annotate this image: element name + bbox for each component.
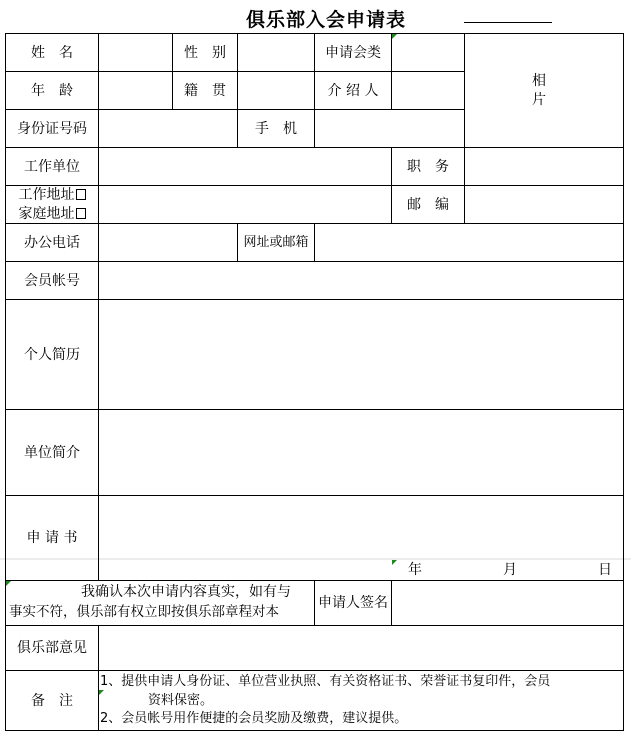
label-hometown: 籍 贯 xyxy=(184,82,226,99)
label-referrer: 介 绍 人 xyxy=(327,82,379,99)
work-address-checkbox[interactable] xyxy=(76,189,86,200)
note-2: 2、会员帐号用作便捷的会员奖励及缴费，建议提供。 xyxy=(100,711,408,726)
cell-marker xyxy=(392,560,397,565)
cell-marker xyxy=(392,34,397,39)
declaration-line-2: 事实不符，俱乐部有权立即按俱乐部章程对本 xyxy=(9,604,279,620)
date-month: 月 xyxy=(503,562,517,578)
date-day: 日 xyxy=(598,562,612,578)
label-member-account: 会员帐号 xyxy=(24,272,80,289)
address-type-selector xyxy=(6,186,98,223)
label-remarks: 备 注 xyxy=(31,692,73,709)
label-mobile: 手 机 xyxy=(255,120,297,137)
label-name: 姓 名 xyxy=(31,44,73,61)
date-year: 年 xyxy=(408,562,422,578)
note-1-line-2: 资料保密。 xyxy=(148,693,214,708)
photo-label-1: 相 xyxy=(532,73,546,89)
work-address-label: 工作地址 xyxy=(18,186,75,203)
label-employer: 工作单位 xyxy=(24,158,80,175)
label-office-phone: 办公电话 xyxy=(24,234,80,251)
declaration-line-1: 我确认本次申请内容真实，如有与 xyxy=(81,584,291,600)
label-application: 申 请 书 xyxy=(26,530,78,546)
photo-box xyxy=(465,34,623,147)
label-id-number: 身份证号码 xyxy=(17,120,87,137)
home-address-label: 家庭地址 xyxy=(18,205,75,222)
label-category: 申请会类 xyxy=(325,44,381,61)
label-gender: 性 别 xyxy=(184,44,226,61)
cell-marker xyxy=(6,581,11,586)
home-address-option[interactable] xyxy=(19,205,86,224)
label-website-email: 网址或邮箱 xyxy=(243,234,309,250)
photo-label-2: 片 xyxy=(532,92,546,108)
page-title: 俱乐部入会申请表 xyxy=(246,9,407,31)
note-1-line-1: 1、提供申请人身份证、单位营业执照、有关资格证书、荣誉证书复印件，会员 xyxy=(100,674,551,689)
label-age: 年 龄 xyxy=(31,82,73,99)
label-resume: 个人简历 xyxy=(24,346,80,363)
label-position: 职 务 xyxy=(407,158,449,175)
label-club-opinion: 俱乐部意见 xyxy=(17,640,87,656)
home-address-checkbox[interactable] xyxy=(76,208,86,219)
label-signature: 申请人签名 xyxy=(318,595,388,611)
work-address-option[interactable] xyxy=(19,186,86,205)
label-company-intro: 单位简介 xyxy=(24,444,80,461)
label-postcode: 邮 编 xyxy=(407,196,449,213)
